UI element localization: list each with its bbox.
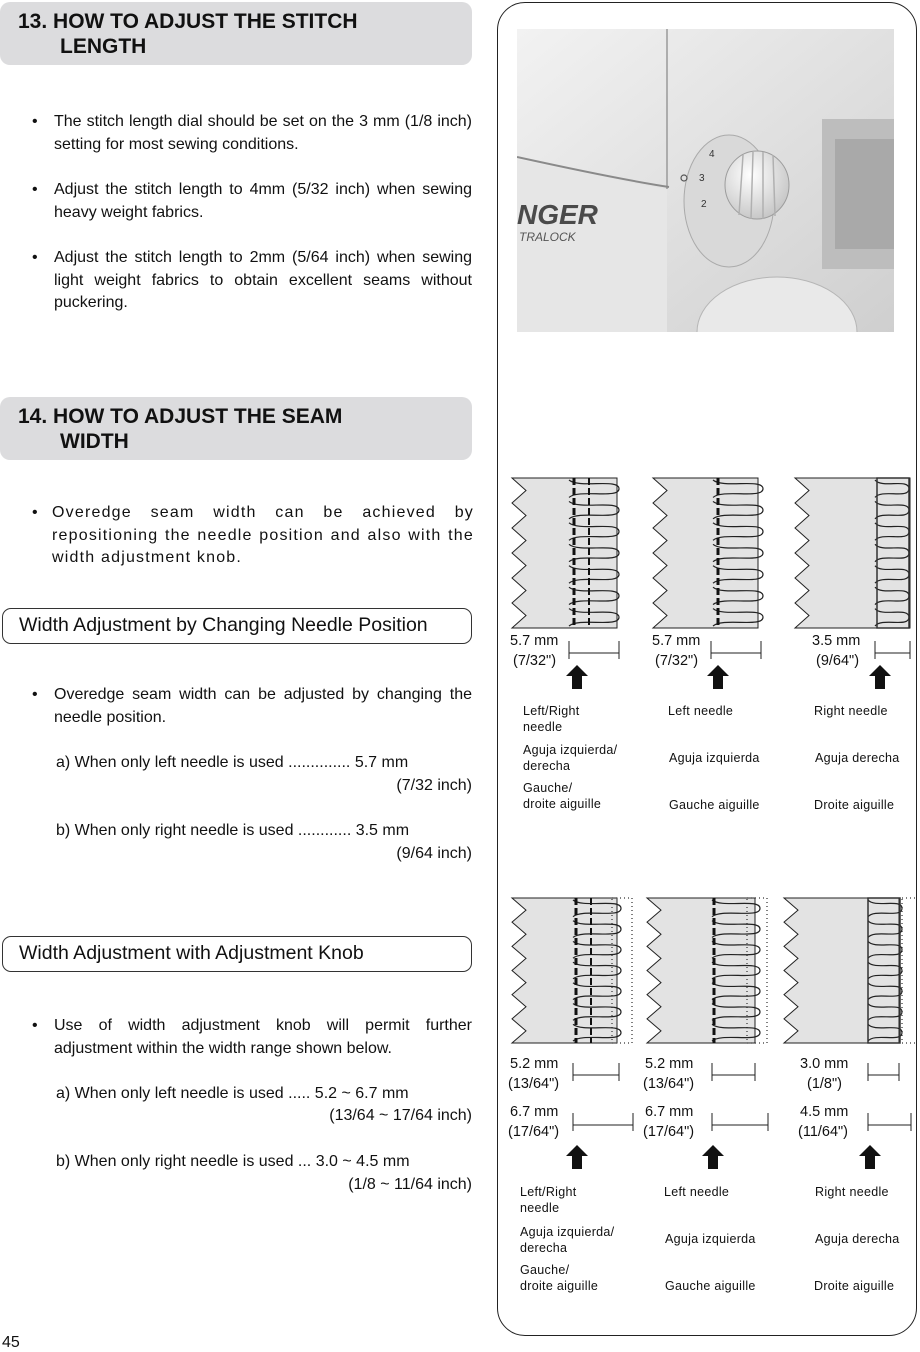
top-1-en-1: Left/Right	[523, 704, 580, 718]
bottom-3-es: Aguja derecha	[815, 1232, 900, 1246]
section-13-title-line2: LENGTH	[60, 35, 147, 58]
bullet-dot: •	[32, 686, 38, 703]
bottom-2-es: Aguja izquierda	[665, 1232, 756, 1246]
knob-left-needle-range-inch: (13/64 ~ 17/64 inch)	[329, 1107, 472, 1124]
top-2-inch: (7/32")	[655, 653, 699, 669]
bottom-2-fabric	[647, 898, 755, 1043]
bottom-1-inch1: (13/64")	[508, 1076, 560, 1092]
top-2-fabric	[653, 478, 758, 628]
top-2-fr: Gauche aiguille	[669, 798, 760, 812]
top-3-inch: (9/64")	[816, 653, 860, 669]
bottom-3-mm1: 3.0 mm	[800, 1056, 849, 1072]
dial-number-2: 2	[701, 199, 707, 210]
bottom-3-mm2: 4.5 mm	[800, 1104, 849, 1120]
top-1-fr-2: droite aiguille	[523, 797, 602, 811]
bullet-stitch-length-2: • Adjust the stitch length to 4mm (5/32 inch) when sewing heavy weight fabrics.	[32, 181, 472, 221]
section-13-header	[0, 2, 472, 65]
bottom-2-mm1: 5.2 mm	[645, 1056, 694, 1072]
left-needle-width-line: a) When only left needle is used .............. 5.7 mm	[56, 754, 409, 771]
bottom-3-fabric	[784, 898, 899, 1043]
right-needle-width-line: b) When only right needle is used ............ 3.5 mm	[56, 822, 410, 839]
top-1-es-1: Aguja izquierda/	[523, 743, 618, 757]
bottom-2-arrow-icon	[702, 1145, 724, 1169]
bottom-3-trim-edge	[902, 898, 917, 1043]
bottom-1-en-2: needle	[520, 1201, 560, 1215]
bottom-3-en: Right needle	[815, 1185, 889, 1199]
bottom-1-arrow-icon	[566, 1145, 588, 1169]
top-3-mm: 3.5 mm	[812, 633, 861, 649]
model-text: TRALOCK	[519, 230, 576, 244]
top-2-mm: 5.7 mm	[652, 633, 701, 649]
section-13-title-line1: 13. HOW TO ADJUST THE STITCH	[18, 10, 358, 33]
bullet-stitch-length-1: • The stitch length dial should be set on the 3 mm (1/8 inch) setting for most sewing conditions.	[32, 113, 472, 153]
bullet-dot: •	[32, 113, 38, 130]
bottom-1-mm2: 6.7 mm	[510, 1104, 559, 1120]
bullet-needle-position: • Overedge seam width can be adjusted by changing the needle position.	[32, 686, 472, 726]
knob-left-needle-range: a) When only left needle is used ..... 5.2 ~ 6.7 mm	[56, 1085, 409, 1102]
bullet-dot: •	[32, 181, 38, 198]
top-1-en-2: needle	[523, 720, 563, 734]
top-3-es: Aguja derecha	[815, 751, 900, 765]
top-2-arrow-icon	[707, 665, 729, 689]
top-1-fr-1: Gauche/	[523, 781, 573, 795]
top-3-fr: Droite aiguille	[814, 798, 895, 812]
top-1-fabric	[512, 478, 617, 628]
bullet-dot: •	[32, 1017, 38, 1034]
bottom-2-mm2: 6.7 mm	[645, 1104, 694, 1120]
bottom-1-inch2: (17/64")	[508, 1124, 560, 1140]
bullet-stitch-length-3: • Adjust the stitch length to 2mm (5/64 inch) when sewing light weight fabrics to obtain excellent seams without puckering.	[32, 249, 472, 311]
bottom-3-inch2: (11/64")	[798, 1124, 849, 1140]
bottom-3-fr: Droite aiguille	[814, 1279, 895, 1293]
bottom-1-fabric	[512, 898, 617, 1043]
top-2-en: Left needle	[668, 704, 734, 718]
bullet-adjustment-knob: • Use of width adjustment knob will permit further adjustment within the width range shown below.	[32, 1017, 472, 1057]
right-needle-width-inch: (9/64 inch)	[396, 845, 472, 862]
section-14-title-line2: WIDTH	[60, 430, 129, 453]
subheader-needle-position: Width Adjustment by Changing Needle Position	[2, 608, 472, 644]
bottom-1-es-1: Aguja izquierda/	[520, 1225, 615, 1239]
bottom-2-fr: Gauche aiguille	[665, 1279, 756, 1293]
top-2-es: Aguja izquierda	[669, 751, 760, 765]
dial-number-3: 3	[699, 173, 705, 184]
page-number: 45	[2, 1334, 20, 1351]
bottom-1-mm1: 5.2 mm	[510, 1056, 559, 1072]
section-14-title-line1: 14. HOW TO ADJUST THE SEAM	[18, 405, 343, 428]
bottom-2-inch2: (17/64")	[643, 1124, 695, 1140]
bullet-dot: •	[32, 504, 39, 521]
bullet-dot: •	[32, 249, 38, 266]
stitch-length-dial-photo	[517, 29, 894, 332]
top-3-fabric	[795, 478, 910, 628]
brand-text: NGER	[517, 199, 598, 230]
bottom-3-arrow-icon	[859, 1145, 881, 1169]
top-3-en: Right needle	[814, 704, 888, 718]
section-14-header	[0, 397, 472, 460]
bottom-1-en-1: Left/Right	[520, 1185, 577, 1199]
bottom-1-fr-1: Gauche/	[520, 1263, 570, 1277]
top-1-inch: (7/32")	[513, 653, 557, 669]
bottom-2-en: Left needle	[664, 1185, 730, 1199]
top-1-mm: 5.7 mm	[510, 633, 559, 649]
bottom-1-fr-2: droite aiguille	[520, 1279, 599, 1293]
bottom-1-es-2: derecha	[520, 1241, 568, 1255]
knob-right-needle-range-inch: (1/8 ~ 11/64 inch)	[348, 1176, 472, 1193]
top-1-arrow-icon	[566, 665, 588, 689]
bottom-3-inch1: (1/8")	[807, 1076, 842, 1092]
subheader-adjustment-knob: Width Adjustment with Adjustment Knob	[2, 936, 472, 972]
top-1-es-2: derecha	[523, 759, 571, 773]
left-needle-width-inch: (7/32 inch)	[396, 777, 472, 794]
dial-number-4: 4	[709, 149, 715, 160]
top-3-arrow-icon	[869, 665, 891, 689]
bullet-seam-width-intro: • Overedge seam width can be achieved by repositioning the needle position and also with the width adjustment knob.	[32, 504, 474, 566]
knob-right-needle-range: b) When only right needle is used ... 3.0 ~ 4.5 mm	[56, 1153, 410, 1170]
bottom-2-inch1: (13/64")	[643, 1076, 695, 1092]
